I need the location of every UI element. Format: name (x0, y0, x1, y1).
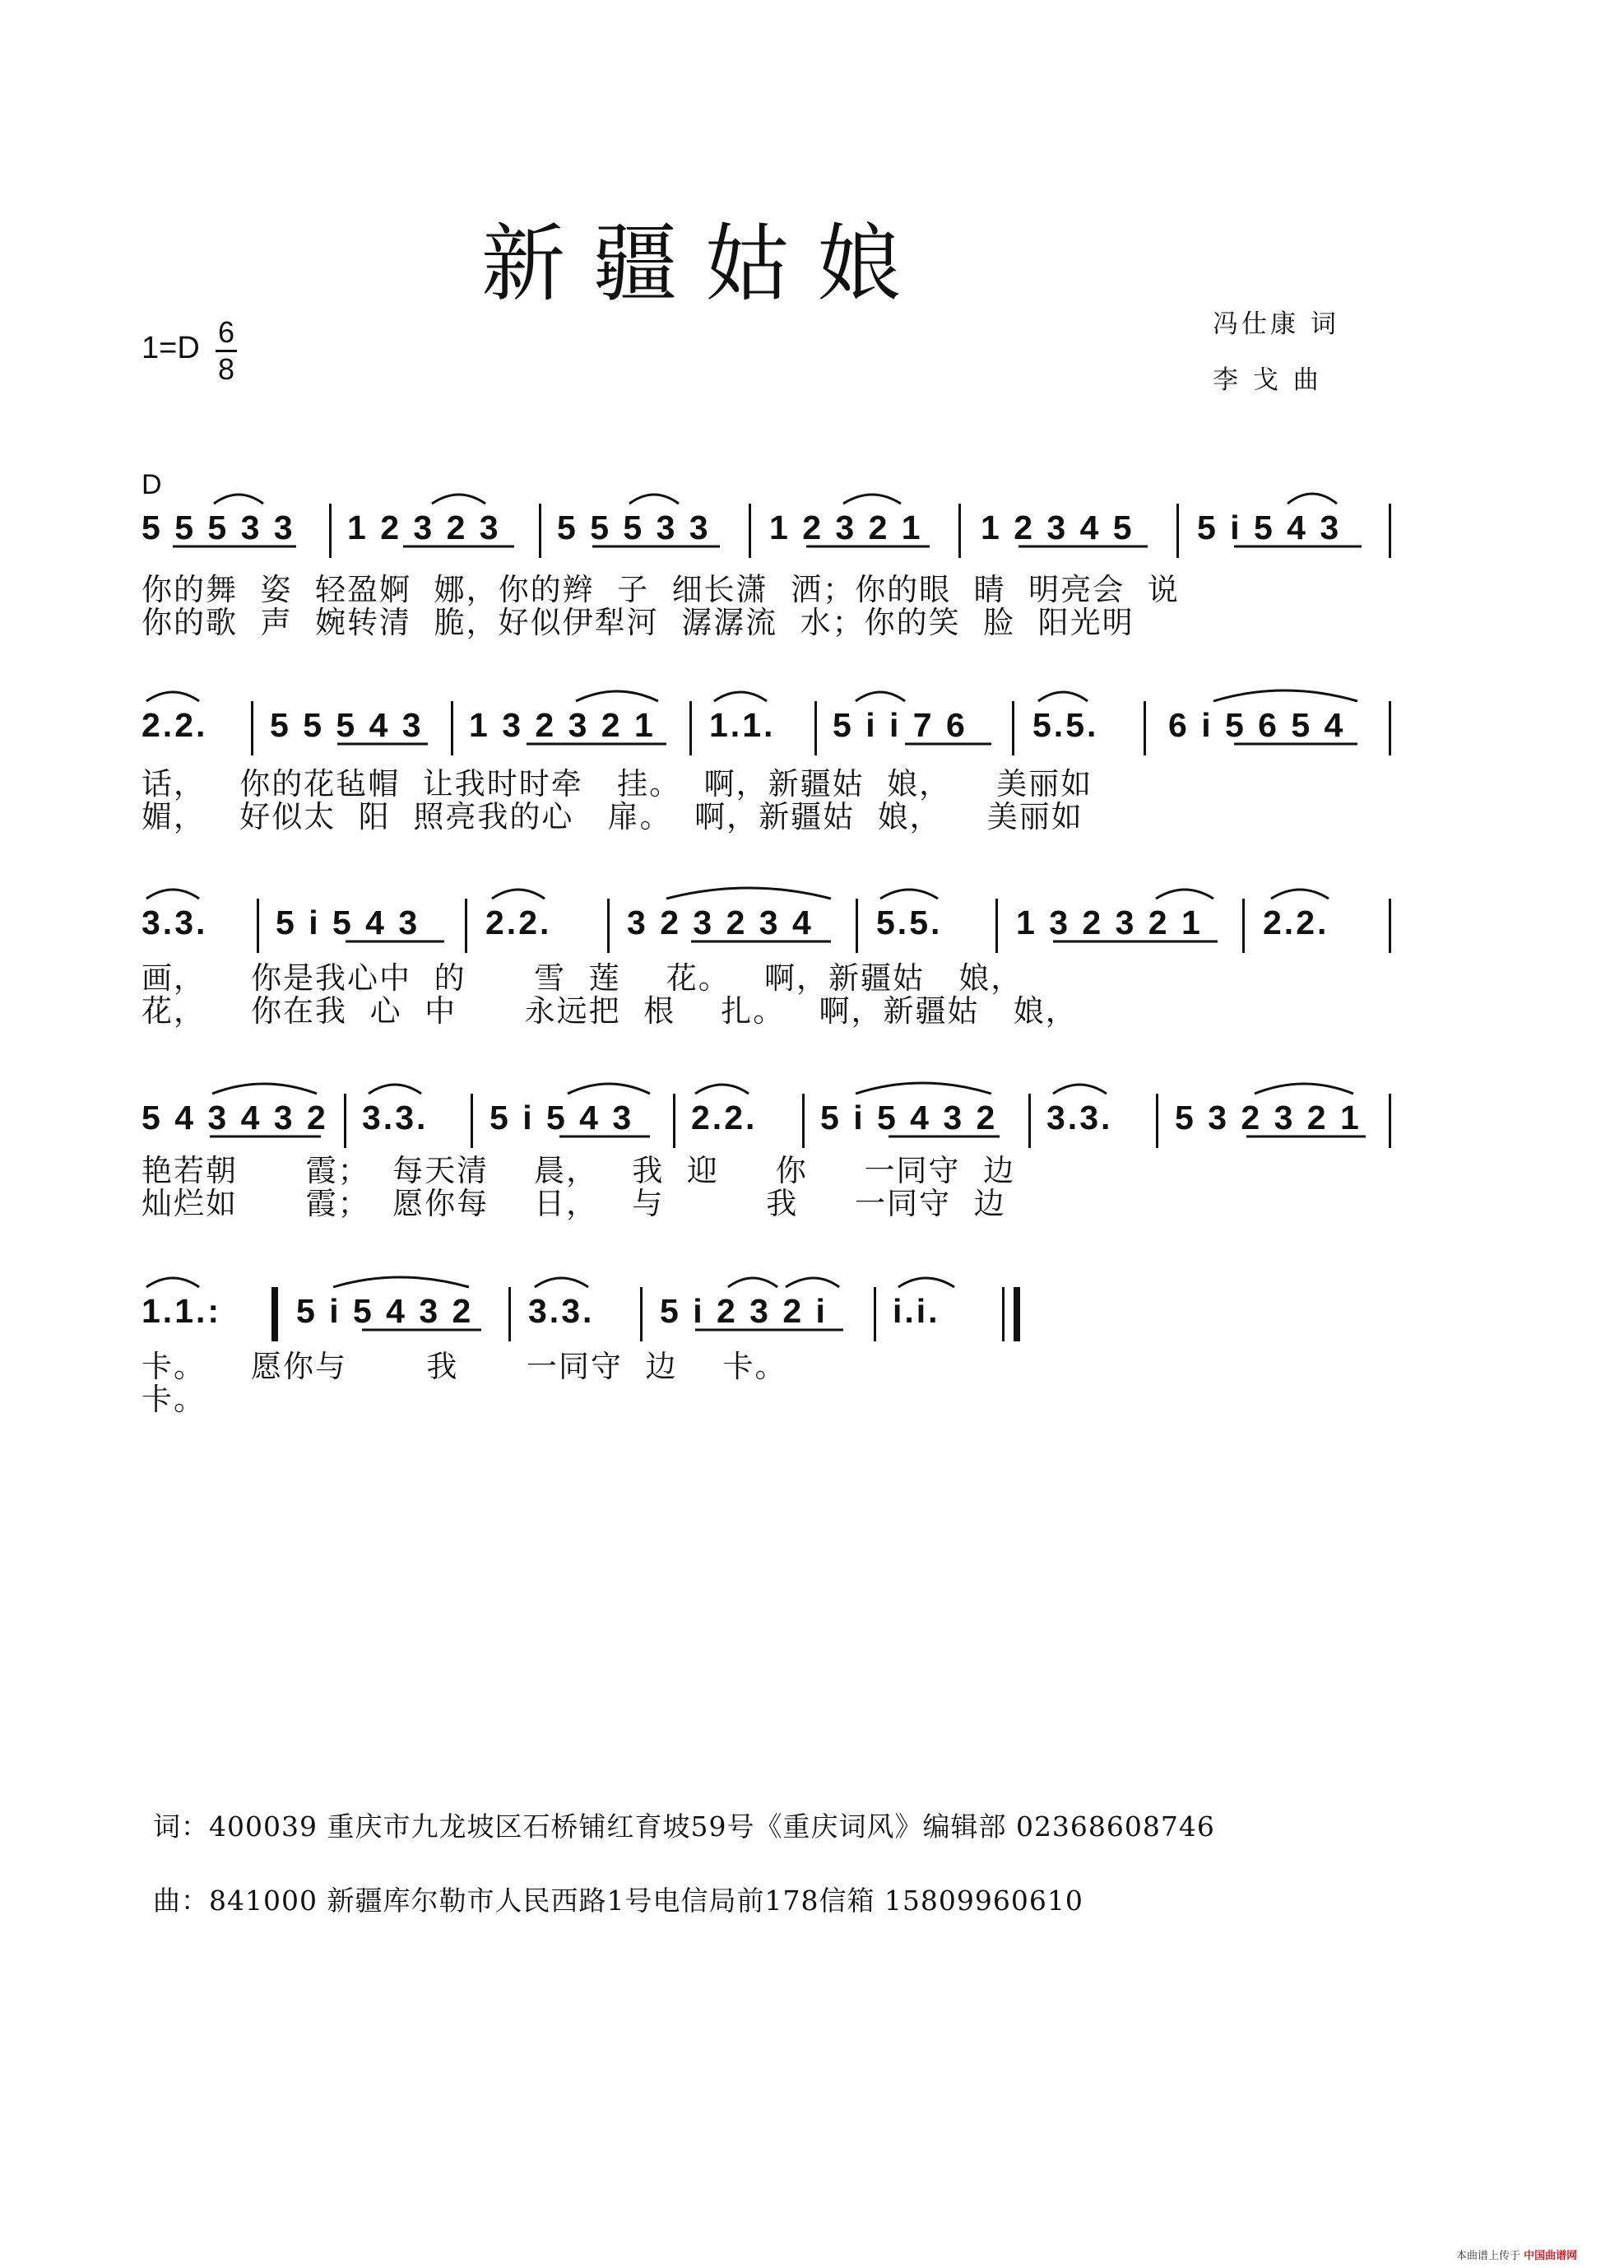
lyrics-verse-1: 你的舞 姿 轻盈婀 娜，你的辫 子 细长潇 洒；你的眼 睛 明亮会 说 (142, 572, 1180, 607)
chord-symbol: D (142, 469, 162, 500)
measure: 5 3 2 3 2 1 (1175, 1099, 1362, 1136)
slur (666, 888, 831, 899)
measure: 2.2. (1263, 904, 1329, 941)
measure: 3.3. (528, 1292, 595, 1330)
measure: 1 2 3 4 5 (981, 509, 1134, 546)
measure: 5 4 3 4 3 2 (142, 1099, 328, 1136)
measure: 5 5 5 3 3 (142, 509, 295, 546)
measure: 5.5. (1032, 706, 1099, 744)
watermark (1456, 2247, 1577, 2262)
measure: i.i. (893, 1292, 940, 1330)
slur (1255, 1084, 1353, 1094)
key-signature: 1=D (142, 331, 200, 365)
lyrics-verse-2: 卡。 (142, 1382, 206, 1417)
slur (880, 890, 938, 899)
measure: 3.3. (1046, 1099, 1113, 1136)
composer-credit: 李 戈 曲 (1213, 365, 1322, 395)
slur (333, 1277, 469, 1287)
measure: 2.2. (142, 706, 208, 744)
measure: 1 3 2 3 2 1 (469, 706, 656, 744)
measure: 3 2 3 2 3 4 (627, 904, 814, 941)
measure: 5 5 5 4 3 (270, 706, 424, 744)
measure: 1.1.: (142, 1292, 222, 1330)
measure: 5 i 5 4 3 (490, 1099, 634, 1136)
lyrics-verse-1: 艳若朝 霞； 每天清 晨， 我 迎 你 一同守 边 (142, 1153, 1016, 1188)
measure: 1.1. (709, 706, 776, 744)
measure: 5 i 5 4 3 (1197, 509, 1342, 546)
slur (843, 495, 901, 504)
slur (369, 1085, 421, 1094)
slur (146, 890, 199, 899)
slur (629, 495, 679, 504)
measure: 2.2. (485, 904, 552, 941)
slur (695, 1085, 749, 1094)
measure: 3.3. (142, 904, 208, 941)
slur (1271, 890, 1329, 899)
slur (146, 692, 199, 701)
watermark-site: 中国曲谱网 (1524, 2250, 1578, 2262)
measure: 5.5. (876, 904, 943, 941)
measure: 1 2 3 2 1 (769, 509, 923, 546)
slur (728, 1278, 777, 1287)
lyrics-verse-1: 卡。 愿你与 我 一同守 边 卡。 (142, 1349, 787, 1384)
measure: 6 i 5 6 5 4 (1168, 706, 1346, 744)
slur (214, 495, 263, 504)
lyrics-verse-2: 花， 你在我 心 中 永远把 根 扎。 啊，新疆姑 娘， (142, 993, 1078, 1029)
lyricist-address: 词：400039 重庆市九龙坡区石桥铺红育坡59号《重庆词风》编辑部 02368608746 (153, 1810, 1215, 1843)
slur (212, 1084, 317, 1094)
slur (714, 692, 767, 701)
lyrics-verse-1: 画， 你是我心中 的 雪 莲 花。 啊，新疆姑 娘， (142, 960, 1023, 996)
slur (1156, 890, 1213, 899)
slur (1038, 692, 1088, 701)
lyrics-verse-2: 灿烂如 霞； 愿你每 日， 与 我 一同守 边 (142, 1186, 1006, 1221)
slur (1053, 1085, 1107, 1094)
slur (898, 1278, 954, 1287)
slur (856, 692, 905, 701)
measure: 5 i i 7 6 (833, 706, 967, 744)
measure: 5 5 5 3 3 (557, 509, 711, 546)
time-signature-bottom: 8 (217, 352, 235, 386)
measure: 5 i 5 4 3 2 (820, 1099, 998, 1136)
slur (856, 1083, 991, 1094)
lyrics-verse-2: 你的歌 声 婉转清 脆，好似伊犁河 潺潺流 水；你的笑 脸 阳光明 (142, 605, 1134, 640)
lyrics-verse-1: 话， 你的花毡帽 让我时时牵 挂。 啊，新疆姑 娘， 美丽如 (142, 766, 1093, 802)
measure: 3.3. (362, 1099, 429, 1136)
slur (1213, 690, 1357, 701)
slur (576, 691, 658, 701)
lyricist-credit: 冯仕康 词 (1213, 309, 1339, 339)
slur (146, 1278, 199, 1287)
measure: 5 i 5 4 3 2 (296, 1292, 474, 1330)
watermark-prefix: 本曲谱上传于 (1456, 2250, 1521, 2262)
measure: 2.2. (691, 1099, 758, 1136)
measure: 5 i 2 3 2 i (660, 1292, 828, 1330)
composer-address: 曲：841000 新疆库尔勒市人民西路1号电信局前178信箱 15809960610 (153, 1885, 1083, 1917)
slur (568, 1084, 650, 1094)
slur (535, 1278, 588, 1287)
song-title: 新疆姑娘 (481, 216, 929, 314)
slur (492, 890, 545, 899)
slur (786, 1278, 839, 1287)
measure: 1 2 3 2 3 (347, 509, 501, 546)
time-signature-top: 6 (217, 315, 235, 349)
slur (1288, 494, 1337, 504)
lyrics-verse-2: 媚， 好似太 阳 照亮我的心 扉。 啊，新疆姑 娘， 美丽如 (142, 799, 1083, 834)
slur (432, 495, 485, 504)
measure: 1 3 2 3 2 1 (1016, 904, 1203, 941)
measure: 5 i 5 4 3 (276, 904, 420, 941)
